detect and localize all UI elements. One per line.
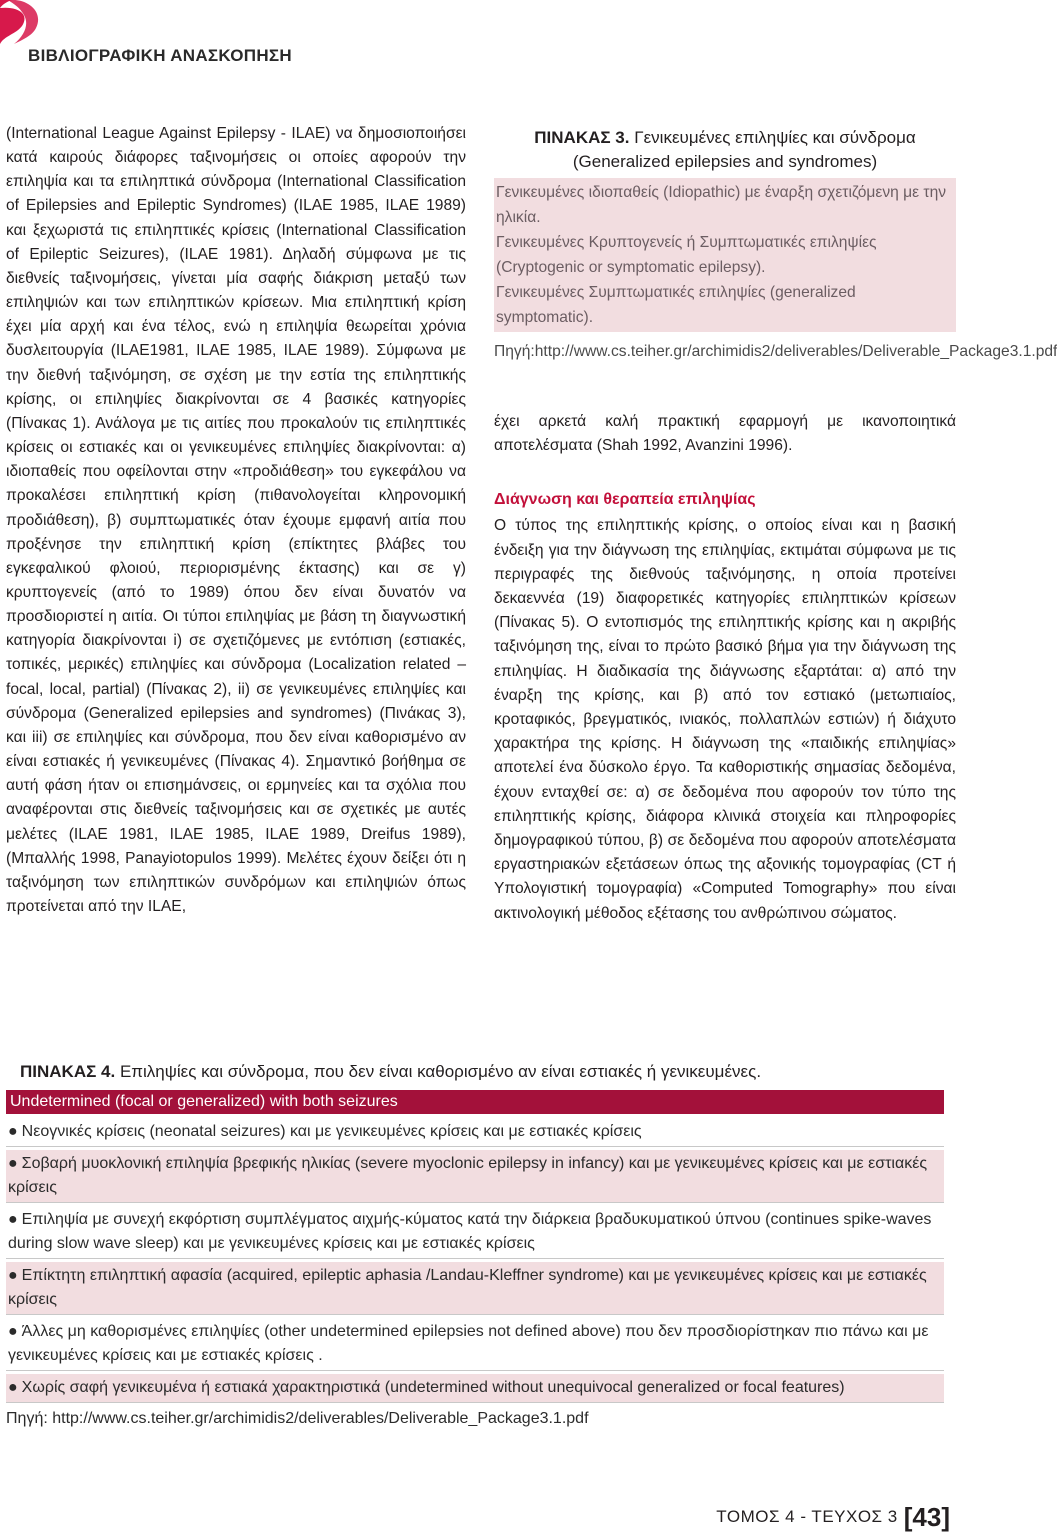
table4-row-text: Επίκτητη επιληπτική αφασία (acquired, epileptic aphasia /Landau-Kleffner syndrome) και με γενικευμένες κρίσεις και με εστιακές κρίσεις	[8, 1267, 927, 1308]
bullet-icon: ●	[8, 1211, 18, 1228]
table3-source: Πηγή:http://www.cs.teiher.gr/archimidis2/deliverables/Deliverable_Package3.1.pdf	[494, 343, 1057, 360]
table4-row-text: Χωρίς σαφή γενικευμένα ή εστιακά χαρακτηριστικά (undetermined without unequivocal generalized or focal features)	[21, 1379, 845, 1396]
page-number: [43]	[903, 1501, 950, 1532]
table4-source: Πηγή: http://www.cs.teiher.gr/archimidis2/deliverables/Deliverable_Package3.1.pdf	[6, 1410, 589, 1427]
bullet-icon: ●	[8, 1123, 18, 1140]
table4-row-text: Νεογνικές κρίσεις (neonatal seizures) και με γενικευμένες κρίσεις και με εστιακές κρίσεις	[21, 1123, 642, 1140]
diagnosis-heading: Διάγνωση και θεραπεία επιληψίας	[494, 491, 756, 509]
page-footer	[716, 1500, 950, 1534]
table3-body	[494, 178, 956, 332]
table4-row	[6, 1206, 944, 1259]
table4-row	[6, 1318, 944, 1371]
right-paragraph-1: έχει αρκετά καλή πρακτική εφαρμογή με ικανοποιητικά αποτελέσματα (Shah 1992, Avanzini 1996).	[494, 413, 956, 455]
bullet-icon: ●	[8, 1379, 18, 1396]
table3-item: Γενικευμένες Συμπτωματικές επιληψίες (generalized symptomatic).	[496, 284, 856, 326]
table3-item: Γενικευμένες Κρυπτογενείς ή Συμπτωματικές επιληψίες (Cryptogenic or symptomatic epilepsy).	[496, 234, 877, 276]
right-paragraph-2: Ο τύπος της επιληπτικής κρίσης, ο οποίος είναι και η βασική ένδειξη για την διάγνωση της επιληψίας, εκτιμάται σύμφωνα με τις περιγραφές της διεθνούς ταξινόμησης, η οποία προτείνει δεκαεννέα (19) διαφορετικές κατηγορίες επιληπτικών κρίσεων (Πίνακας 5). Ο εντοπισμός της επιληπτικής κρίσης και η ακριβής ταξινόμηση της, είναι το πρώτο βασικό βήμα για την διάγνωση της επιληψίας. Η διαδικασία της διάγνωσης εξαρτάται: α) από την έναρξη της κρίσης, και β) από τον εστιακό (μετωπιαίος, κροταφικός, βρεγματικός, ινιακός, πολλαπλών εστιών) ή διάχυτο χαρακτήρα της κρίσης. Η διάγνωση της «παιδικής επιληψίας» αποτελεί ένα δύσκολο έργο. Τα καθοριστικής σημασίας δεδομένα, έχουν ενταχθεί σε: α) σε δεδομένα που αφορούν τον τύπο της επιληπτικής κρίσης, διάφορα κλινικά στοιχεία και πληροφορίες δημογραφικού τύπου, β) σε δεδομένα που αφορούν αποτελέσματα εργαστηριακών εξετάσεων όπως της αξονικής τομογραφίας (CT ή Υπολογιστική τομογραφία) «Computed Tomography» που είναι ακτινολογική μέθοδος εξέτασης του ανθρώπινου σώματος.	[494, 517, 956, 922]
table4-label: ΠΙΝΑΚΑΣ 4.	[20, 1062, 116, 1081]
table4-header: Undetermined (focal or generalized) with both seizures	[6, 1090, 944, 1114]
table4-row	[6, 1262, 944, 1315]
table4-row	[6, 1150, 944, 1203]
left-column	[6, 122, 466, 919]
table4-row	[6, 1118, 944, 1147]
bullet-icon: ●	[8, 1323, 18, 1340]
section-title: ΒΙΒΛΙΟΓΡΑΦΙΚΗ ΑΝΑΣΚΟΠΗΣΗ	[28, 46, 292, 65]
table3-caption	[494, 126, 956, 174]
table4	[6, 1060, 944, 1431]
table3-title: Γενικευμένες επιληψίες και σύνδρομα (Generalized epilepsies and syndromes)	[572, 128, 916, 171]
journal-logo-icon	[0, 0, 60, 45]
table4-caption	[20, 1060, 944, 1084]
table4-row-text: Σοβαρή μυοκλονική επιληψία βρεφικής ηλικίας (severe myoclonic epilepsy in infancy) και με γενικευμένες κρίσεις και με εστιακές κρίσεις	[8, 1155, 928, 1196]
volume-issue: ΤΟΜΟΣ 4 - ΤΕΥΧΟΣ 3	[716, 1507, 898, 1526]
right-column	[494, 122, 1057, 926]
table3-label: ΠΙΝΑΚΑΣ 3.	[534, 128, 630, 147]
table4-row-text: Επιληψία με συνεχή εκφόρτιση συμπλέγματος αιχμής-κύματος κατά την διάρκεια βραδυκυματικού ύπνου (continues spike-waves during slow wave sleep) και με γενικευμένες κρίσεις και με εστιακές κρίσεις	[8, 1211, 932, 1252]
left-paragraph: (International League Against Epilepsy - ILAE) να δημοσιοποιήσει κατά καιρούς διάφορες ταξινομήσεις οι οποίες αφορούν την επιληψία και τα επιληπτικά σύνδρομα (International Classification of Epilepsies and Epileptic Syndromes) (ILAE 1985, ILAE 1989) και ξεχωριστά τις επιληπτικές κρίσεις (International Classification of Epileptic Seizures), (ILAE 1981). Δηλαδή σύμφωνα με τις διεθνείς ταξινομήσεις, γίνεται μία σαφής διάκριση μεταξύ των επιληψιών και των επιληπτικών κρίσεων. Μια επιληπτική κρίση έχει μία αρχή και ένα τέλος, ενώ η επιληψία θεωρείται χρόνια δυσλειτουργία (ILAE1981, ILAE 1985, ILAE 1989). Σύμφωνα με την διεθνή ταξινόμηση, σε σχέση με την εστία της επιληπτικής κρίσης, οι επιληψίες διακρίνονται σε 4 βασικές κατηγορίες (Πίνακας 1). Ανάλογα με τις αιτίες που προκαλούν τις επιληπτικές κρίσεις οι εστιακές και οι γενικευμένες επιληψίες διακρίνονται: α) ιδιοπαθείς που οφείλονται στην «προδιάθεση» του εγκεφάλου να προκαλέσει επιληπτική κρίση (πιθανολογείται κληρονομική προδιάθεση), β) συμπτωματικές όταν έχουμε εμφανή αιτία που προξένησε την επιληπτική κρίση (επίκτητες βλάβες του εγκεφαλικού φλοιού, περιορισμένης έκτασης) και σε γ) κρυπτογενείς (από το 1989) όπου δεν είναι δυνατόν να προσδιοριστεί η αιτία. Οι τύποι επιληψίας με βάση τη διαγνωστική κατηγορία διακρίνονται i) σε σχετιζόμενες με εντόπιση (εστιακές, τοπικές, μερικές) επιληψίες και σύνδρομα (Localization related – focal, local, partial) (Πίνακας 2), ii) σε γενικευμένες επιληψίες και σύνδρομα (Generalized epilepsies and syndromes) (Πινάκας 3), και iii) σε επιληψίες και σύνδρομα, που δεν είναι καθορισμένο αν είναι εστιακές ή γενικευμένες (Πίνακας 4). Σημαντικό βοήθημα σε αυτή φάση ήταν οι επισημάνσεις, οι ερμηνείες και τα σχόλια που αναφέρονται στις διεθνείς ταξινομήσεις και σε σχετικές με αυτές μελέτες (ILAE 1981, ILAE 1985, ILAE 1989, Dreifus 1989), (Μπαλλής 1998, Panayiotopulos 1999). Μελέτες έχουν δείξει ότι η ταξινόμηση των επιληπτικών συνδρόμων και επιληψιών όπως προτείνεται από την ILAE,	[6, 125, 466, 915]
table4-title: Επιληψίες και σύνδρομα, που δεν είναι καθορισμένο αν είναι εστιακές ή γενικευμένες.	[119, 1062, 762, 1081]
table4-row	[6, 1374, 944, 1403]
bullet-icon: ●	[8, 1155, 18, 1172]
bullet-icon: ●	[8, 1267, 18, 1284]
table4-row-text: Άλλες μη καθορισμένες επιληψίες (other undetermined epilepsies not defined above) που δεν προσδιορίστηκαν πιο πάνω και με γενικευμένες κρίσεις και με εστιακές κρίσεις .	[8, 1323, 929, 1364]
table3-item: Γενικευμένες ιδιοπαθείς (Idiopathic) με έναρξη σχετιζόμενη με την ηλικία.	[496, 184, 947, 226]
